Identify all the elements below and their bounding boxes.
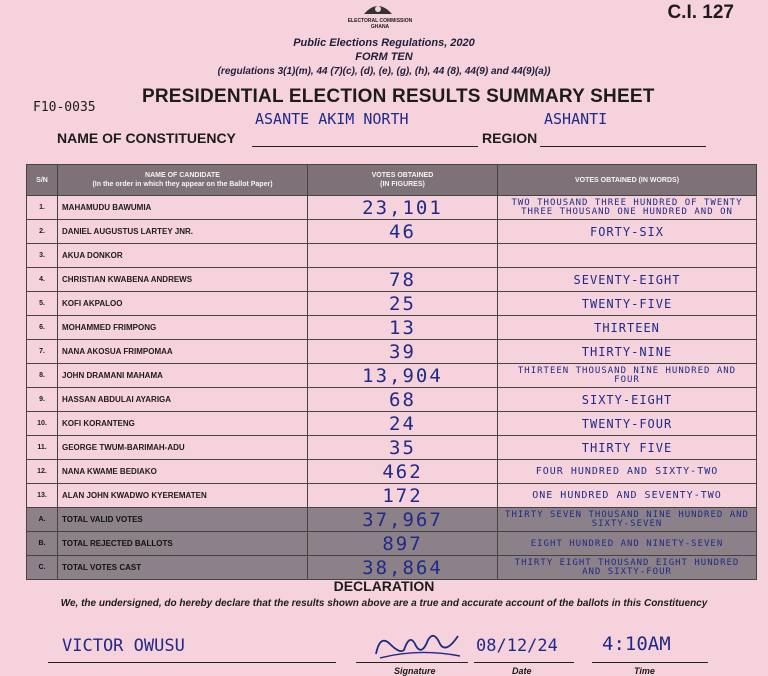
row-sn: 9. — [27, 388, 58, 412]
votes-figures: 46 — [308, 220, 498, 244]
time-line — [592, 662, 708, 663]
votes-figures: 13,904 — [308, 364, 498, 388]
declaration-time: 4:10AM — [602, 633, 671, 655]
constituency-underline — [252, 146, 478, 147]
table-row — [27, 436, 757, 460]
table-row — [27, 484, 757, 508]
total-row-rejected — [27, 532, 757, 556]
row-sn: 4. — [27, 268, 58, 292]
commission-name: ELECTORAL COMMISSION GHANA — [347, 18, 413, 30]
candidate-name: JOHN DRAMANI MAHAMA — [58, 364, 308, 388]
signature-line — [356, 662, 468, 663]
total-figures: 897 — [308, 532, 498, 556]
votes-words: ONE HUNDRED AND SEVENTY-TWO — [498, 484, 757, 508]
total-label: TOTAL REJECTED BALLOTS — [58, 532, 308, 556]
row-sn: C. — [27, 556, 58, 580]
total-label: TOTAL VALID VOTES — [58, 508, 308, 532]
row-sn: B. — [27, 532, 58, 556]
row-sn: 13. — [27, 484, 58, 508]
declaration-text: We, the undersigned, do hereby declare that the results shown above are a true and accurate account of the ballots in this Constituency — [60, 598, 708, 609]
declaration-date: 08/12/24 — [476, 636, 558, 656]
candidate-name: GEORGE TWUM-BARIMAH-ADU — [58, 436, 308, 460]
candidate-name: MOHAMMED FRIMPONG — [58, 316, 308, 340]
row-sn: 6. — [27, 316, 58, 340]
votes-figures — [308, 244, 498, 268]
votes-figures: 39 — [308, 340, 498, 364]
total-words: THIRTY SEVEN THOUSAND NINE HUNDRED AND SIXTY-SEVEN — [498, 508, 757, 532]
total-row-cast — [27, 556, 757, 580]
votes-words: TWENTY-FIVE — [498, 292, 757, 316]
header-words: VOTES OBTAINED (IN WORDS) — [498, 165, 757, 196]
total-words: EIGHT HUNDRED AND NINETY-SEVEN — [498, 532, 757, 556]
table-row — [27, 388, 757, 412]
total-row-valid — [27, 508, 757, 532]
votes-words: TWENTY-FOUR — [498, 412, 757, 436]
votes-figures: 13 — [308, 316, 498, 340]
table-row — [27, 196, 757, 220]
table-row — [27, 244, 757, 268]
row-sn: 12. — [27, 460, 58, 484]
total-words: THIRTY EIGHT THOUSAND EIGHT HUNDRED AND SIXTY-FOUR — [498, 556, 757, 580]
table-header-row — [27, 165, 757, 196]
candidate-name: DANIEL AUGUSTUS LARTEY JNR. — [58, 220, 308, 244]
table-row — [27, 412, 757, 436]
regulations-title: Public Elections Regulations, 2020 — [293, 37, 475, 49]
table-row — [27, 292, 757, 316]
votes-words: SEVENTY-EIGHT — [498, 268, 757, 292]
declaration-title: DECLARATION — [333, 578, 435, 594]
table-row — [27, 364, 757, 388]
signature-scribble — [370, 626, 466, 666]
region-underline — [540, 146, 706, 147]
votes-figures: 462 — [308, 460, 498, 484]
votes-figures: 78 — [308, 268, 498, 292]
votes-words: FOUR HUNDRED AND SIXTY-TWO — [498, 460, 757, 484]
votes-figures: 23,101 — [308, 196, 498, 220]
row-sn: 3. — [27, 244, 58, 268]
regulations-reference: (regulations 3(1)(m), 44 (7)(c), (d), (e), (g), (h), 44 (8), 44(9) and 44(9)(a)) — [217, 66, 551, 77]
row-sn: 10. — [27, 412, 58, 436]
candidate-name: ALAN JOHN KWADWO KYEREMATEN — [58, 484, 308, 508]
candidate-name: HASSAN ABDULAI AYARIGA — [58, 388, 308, 412]
ci-number: C.I. 127 — [667, 2, 734, 23]
votes-words — [498, 244, 757, 268]
signature-label: Signature — [394, 666, 436, 676]
row-sn: 11. — [27, 436, 58, 460]
results-table — [26, 164, 757, 580]
page-title: PRESIDENTIAL ELECTION RESULTS SUMMARY SHEET — [142, 86, 655, 107]
form-code: F10-0035 — [33, 100, 96, 115]
row-sn: 8. — [27, 364, 58, 388]
time-label: Time — [634, 666, 655, 676]
region-value: ASHANTI — [544, 110, 608, 128]
candidate-name: CHRISTIAN KWABENA ANDREWS — [58, 268, 308, 292]
header-sn: S/N — [27, 165, 58, 196]
officer-name-line — [48, 662, 336, 663]
table-row — [27, 220, 757, 244]
row-sn: 1. — [27, 196, 58, 220]
votes-words: THIRTEEN — [498, 316, 757, 340]
votes-words: THIRTY-NINE — [498, 340, 757, 364]
candidate-name: NANA KWAME BEDIAKO — [58, 460, 308, 484]
electoral-commission-seal-icon — [360, 0, 396, 16]
votes-words: THIRTY FIVE — [498, 436, 757, 460]
total-label: TOTAL VOTES CAST — [58, 556, 308, 580]
votes-words: TWO THOUSAND THREE HUNDRED OF TWENTY THREE THOUSAND ONE HUNDRED AND ON — [498, 196, 757, 220]
votes-figures: 35 — [308, 436, 498, 460]
form-name: FORM TEN — [355, 51, 413, 63]
table-row — [27, 340, 757, 364]
candidate-name: AKUA DONKOR — [58, 244, 308, 268]
candidate-name: KOFI KORANTENG — [58, 412, 308, 436]
votes-figures: 68 — [308, 388, 498, 412]
constituency-value: ASANTE AKIM NORTH — [255, 110, 409, 128]
candidate-name: MAHAMUDU BAWUMIA — [58, 196, 308, 220]
date-line — [474, 662, 574, 663]
candidate-name: NANA AKOSUA FRIMPOMAA — [58, 340, 308, 364]
constituency-label: NAME OF CONSTITUENCY — [57, 130, 236, 146]
table-row — [27, 460, 757, 484]
total-figures: 37,967 — [308, 508, 498, 532]
row-sn: 5. — [27, 292, 58, 316]
votes-figures: 172 — [308, 484, 498, 508]
votes-figures: 25 — [308, 292, 498, 316]
votes-words: THIRTEEN THOUSAND NINE HUNDRED AND FOUR — [498, 364, 757, 388]
row-sn: A. — [27, 508, 58, 532]
votes-words: SIXTY-EIGHT — [498, 388, 757, 412]
header-figures: VOTES OBTAINED (IN FIGURES) — [308, 165, 498, 196]
votes-words: FORTY-SIX — [498, 220, 757, 244]
date-label: Date — [512, 666, 532, 676]
votes-figures: 24 — [308, 412, 498, 436]
officer-name: VICTOR OWUSU — [62, 636, 185, 656]
row-sn: 2. — [27, 220, 58, 244]
total-figures: 38,864 — [308, 556, 498, 580]
row-sn: 7. — [27, 340, 58, 364]
region-label: REGION — [482, 130, 538, 146]
header-candidate: NAME OF CANDIDATE (In the order in which they appear on the Ballot Paper) — [58, 165, 308, 196]
table-row — [27, 268, 757, 292]
table-row — [27, 316, 757, 340]
candidate-name: KOFI AKPALOO — [58, 292, 308, 316]
